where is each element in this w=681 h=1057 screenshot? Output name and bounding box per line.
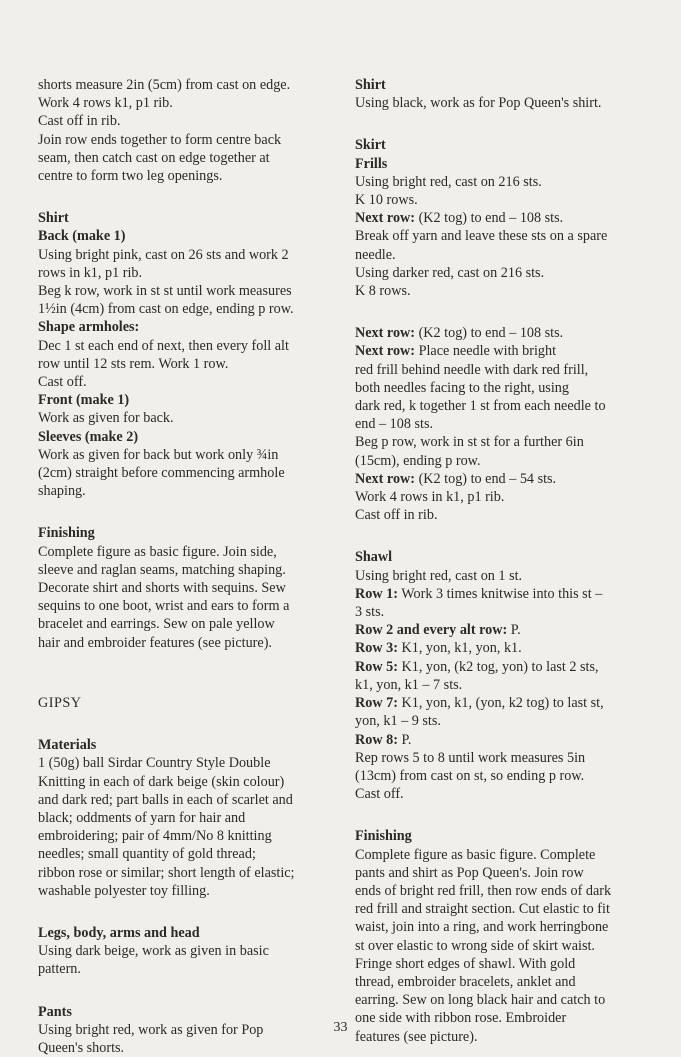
text-line: seam, then catch cast on edge together at bbox=[38, 149, 270, 166]
skirt-heading: Skirt bbox=[355, 137, 386, 154]
row-8: Row 8: P. bbox=[355, 731, 412, 748]
text-line: (2cm) straight before commencing armhole bbox=[38, 465, 285, 482]
text-line: shaping. bbox=[38, 483, 86, 500]
armholes-text bbox=[38, 337, 340, 392]
text-line: rows in k1, p1 rib. bbox=[38, 264, 143, 281]
row-5-cont: k1, yon, k1 – 7 sts. bbox=[355, 676, 463, 693]
text-line: waist, join into a ring, and work herringbone bbox=[355, 919, 609, 936]
text-line: Join row ends together to form centre back bbox=[38, 131, 282, 148]
text-line: black; oddments of yarn for hair and bbox=[38, 809, 246, 826]
text-line: one side with ribbon rose. Embroider bbox=[355, 1010, 567, 1027]
text-line: Beg k row, work in st st until work measures bbox=[38, 283, 292, 300]
text-line: Cast off in rib. bbox=[355, 507, 438, 524]
next-row-4: Next row: (K2 tog) to end – 54 sts. bbox=[355, 470, 557, 487]
text-line: bracelet and earrings. Sew on pale yellow bbox=[38, 616, 275, 633]
right-finishing-heading: Finishing bbox=[355, 828, 412, 845]
text-line: (15cm), ending p row. bbox=[355, 452, 481, 469]
text-line: Cast off in rib. bbox=[38, 113, 121, 130]
frills-text-b bbox=[355, 227, 653, 300]
armholes-heading: Shape armholes: bbox=[38, 319, 140, 336]
left-column bbox=[38, 76, 340, 1057]
text-line: Knitting in each of dark beige (skin colour) bbox=[38, 773, 285, 790]
gipsy-heading: GIPSY bbox=[38, 694, 82, 711]
right-finishing-text bbox=[355, 846, 653, 1046]
text-line: 1 (50g) ball Sirdar Country Style Double bbox=[38, 755, 271, 772]
shawl-heading: Shawl bbox=[355, 549, 393, 566]
text-line: embroidering; pair of 4mm/No 8 knitting bbox=[38, 828, 272, 845]
sleeves-heading: Sleeves (make 2) bbox=[38, 428, 139, 445]
front-text bbox=[38, 409, 340, 427]
text-line: K 8 rows. bbox=[355, 283, 411, 300]
text-line: Fringe short edges of shawl. With gold bbox=[355, 955, 576, 972]
text-line: pattern. bbox=[38, 961, 81, 978]
text-line: 1½in (4cm) from cast on edge, ending p row. bbox=[38, 301, 294, 318]
right-shirt-text bbox=[355, 94, 653, 112]
text-line: red frill and straight section. Cut elastic to fit bbox=[355, 901, 610, 918]
finishing-text bbox=[38, 543, 340, 652]
back-heading: Back (make 1) bbox=[38, 228, 126, 245]
text-line: needle. bbox=[355, 246, 396, 263]
shirt-heading: Shirt bbox=[38, 210, 69, 227]
text-line: Beg p row, work in st st for a further 6in bbox=[355, 434, 584, 451]
text-line: dark red, k together 1 st from each needle to bbox=[355, 398, 606, 415]
text-line: washable polyester toy filling. bbox=[38, 882, 210, 899]
back-text bbox=[38, 246, 340, 319]
text-line: end – 108 sts. bbox=[355, 416, 434, 433]
text-line: sleeve and raglan seams, matching shaping. bbox=[38, 561, 286, 578]
next-row-3-text bbox=[355, 361, 653, 470]
text-line: Rep rows 5 to 8 until work measures 5in bbox=[355, 749, 586, 766]
text-line: pants and shirt as Pop Queen's. Join row bbox=[355, 864, 584, 881]
text-line: Queen's shorts. bbox=[38, 1039, 125, 1056]
shawl-end-text bbox=[355, 749, 653, 804]
text-line: red frill behind needle with dark red frill, bbox=[355, 361, 589, 378]
materials-heading: Materials bbox=[38, 737, 97, 754]
text-line: Using darker red, cast on 216 sts. bbox=[355, 264, 545, 281]
text-line: Using black, work as for Pop Queen's shirt. bbox=[355, 95, 602, 112]
right-shirt-heading: Shirt bbox=[355, 77, 386, 93]
text-line: thread, embroider bracelets, anklet and bbox=[355, 973, 576, 990]
row-7: Row 7: K1, yon, k1, (yon, k2 tog) to last st, bbox=[355, 695, 604, 712]
text-line: Break off yarn and leave these sts on a spare bbox=[355, 228, 608, 245]
text-line: centre to form two leg openings. bbox=[38, 168, 223, 185]
text-line: Using bright red, work as given for Pop bbox=[38, 1021, 264, 1038]
legs-heading: Legs, body, arms and head bbox=[38, 924, 200, 941]
text-line: sequins to one boot, wrist and ears to form a bbox=[38, 598, 290, 615]
text-line: Cast off. bbox=[355, 786, 404, 803]
materials-text bbox=[38, 754, 340, 900]
next-row-2: Next row: (K2 tog) to end – 108 sts. bbox=[355, 325, 564, 342]
row-2: Row 2 and every alt row: P. bbox=[355, 622, 521, 639]
row-1: Row 1: Work 3 times knitwise into this st – bbox=[355, 585, 603, 602]
text-line: st over elastic to wrong side of skirt waist. bbox=[355, 937, 595, 954]
text-line: Dec 1 st each end of next, then every foll alt bbox=[38, 337, 289, 354]
text-line: Work as given for back but work only ¾in bbox=[38, 446, 279, 463]
row-3: Row 3: K1, yon, k1, yon, k1. bbox=[355, 640, 522, 657]
text-line: Using dark beige, work as given in basic bbox=[38, 943, 269, 960]
shawl-text bbox=[355, 567, 653, 585]
text-line: hair and embroider features (see picture). bbox=[38, 634, 272, 651]
text-line: and dark red; part balls in each of scarlet and bbox=[38, 791, 293, 808]
text-line: Work as given for back. bbox=[38, 410, 174, 427]
text-line: needles; small quantity of gold thread; bbox=[38, 846, 256, 863]
text-line: both needles facing to the right, using bbox=[355, 379, 569, 396]
text-line: Using bright pink, cast on 26 sts and work 2 bbox=[38, 246, 289, 263]
next-row-1: Next row: (K2 tog) to end – 108 sts. bbox=[355, 210, 564, 227]
next-row-3: Next row: Place needle with bright bbox=[355, 343, 557, 360]
text-line: Complete figure as basic figure. Complete bbox=[355, 846, 596, 863]
text-line: K 10 rows. bbox=[355, 192, 418, 209]
row-5: Row 5: K1, yon, (k2 tog, yon) to last 2 sts, bbox=[355, 658, 599, 675]
text-line: Decorate shirt and shorts with sequins. Sew bbox=[38, 580, 286, 597]
pants-heading: Pants bbox=[38, 1003, 72, 1020]
intro-text bbox=[38, 76, 340, 185]
page-number: 33 bbox=[333, 1020, 348, 1035]
frills-heading: Frills bbox=[355, 155, 388, 172]
text-line: Work 4 rows k1, p1 rib. bbox=[38, 95, 173, 112]
text-line: Work 4 rows in k1, p1 rib. bbox=[355, 489, 505, 506]
row-7-cont: yon, k1 – 9 sts. bbox=[355, 713, 441, 730]
text-line: shorts measure 2in (5cm) from cast on edge. bbox=[38, 77, 291, 93]
front-heading: Front (make 1) bbox=[38, 392, 130, 409]
text-line: (13cm) from cast on st, so ending p row. bbox=[355, 767, 585, 784]
text-line: Using bright red, cast on 216 sts. bbox=[355, 173, 542, 190]
text-line: Complete figure as basic figure. Join side, bbox=[38, 543, 277, 560]
text-line: ribbon rose or similar; short length of elastic; bbox=[38, 864, 295, 881]
row-1-cont: 3 sts. bbox=[355, 604, 385, 621]
sleeves-text bbox=[38, 446, 340, 501]
finishing-heading: Finishing bbox=[38, 525, 95, 542]
frills-text-a bbox=[355, 173, 653, 209]
text-line: Cast off. bbox=[38, 374, 87, 391]
text-line: row until 12 sts rem. Work 1 row. bbox=[38, 355, 229, 372]
text-line: ends of bright red frill, then row ends of dark bbox=[355, 882, 612, 899]
text-line: earring. Sew on long black hair and catch to bbox=[355, 992, 606, 1009]
legs-text bbox=[38, 942, 340, 978]
skirt-end-text bbox=[355, 488, 653, 524]
text-line: features (see picture). bbox=[355, 1028, 478, 1045]
text-line: Using bright red, cast on 1 st. bbox=[355, 567, 523, 584]
right-column bbox=[355, 76, 653, 1046]
